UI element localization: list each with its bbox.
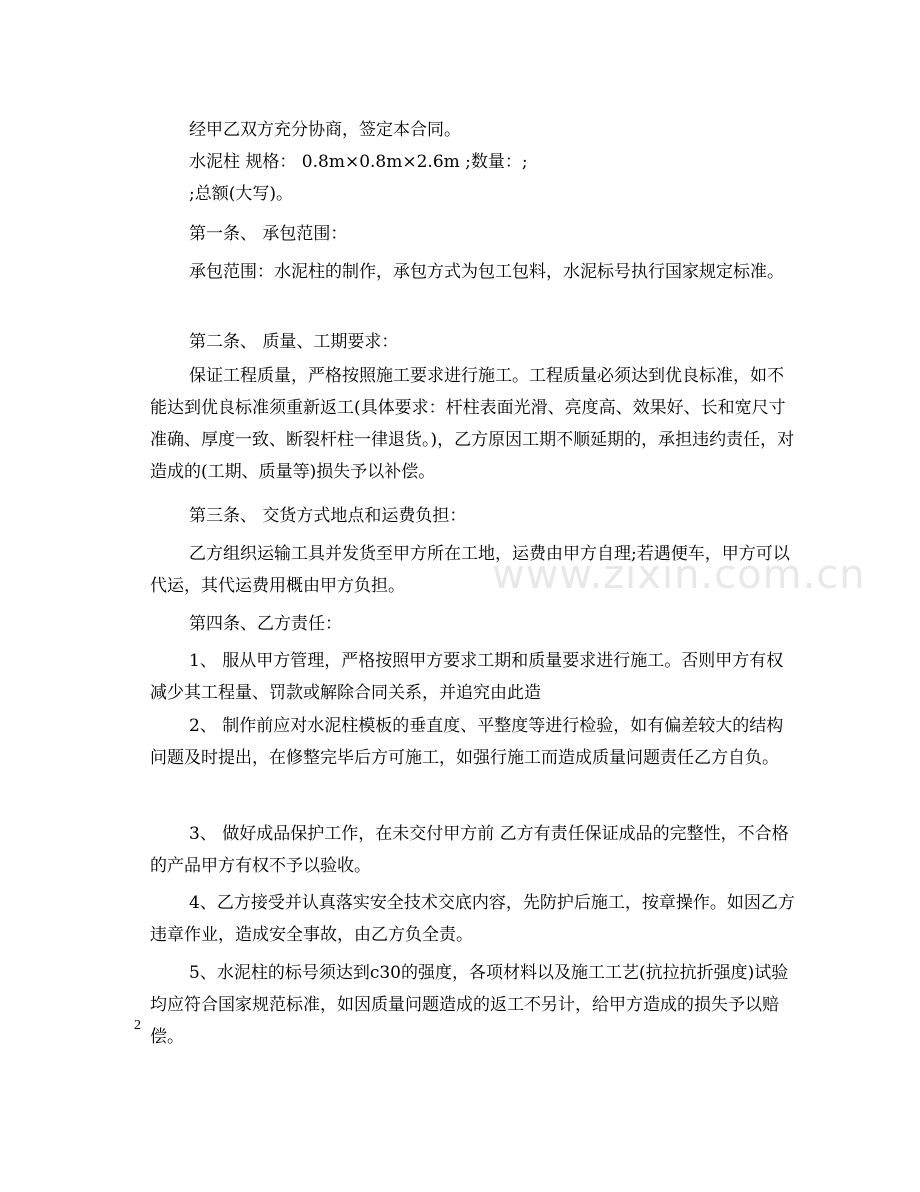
paragraph-spec: 水泥柱 规格： 0.8m×0.8m×2.6m ;数量：; bbox=[189, 152, 528, 172]
article-4-item-5: 5、水泥柱的标号须达到c30的强度，各项材料以及施工工艺(抗拉抗折强度)试验均应符合国家规范标准，如因质量问题造成的返工不另计，给甲方造成的损失予以赔偿。 bbox=[150, 963, 789, 1047]
watermark: www.zixin.com.cn bbox=[492, 552, 866, 598]
article-4-heading: 第四条、乙方责任： bbox=[189, 614, 342, 634]
article-4-item-1: 1、 服从甲方管理，严格按照甲方要求工期和质量要求进行施工。否则甲方有权减少其工程量、罚款或解除合同关系，并追究由此造 bbox=[150, 651, 784, 703]
page-number: 2 bbox=[134, 1018, 141, 1033]
article-4-item-3: 3、 做好成品保护工作，在未交付甲方前 乙方有责任保证成品的完整性，不合格的产品甲方有权不予以验收。 bbox=[150, 824, 789, 876]
article-2-heading: 第二条、 质量、工期要求： bbox=[189, 332, 399, 352]
article-4-item-4: 4、乙方接受并认真落实安全技术交底内容，先防护后施工，按章操作。如因乙方违章作业，造成安全事故，由乙方负全责。 bbox=[150, 893, 795, 945]
article-3-body: 乙方组织运输工具并发货至甲方所在工地，运费由甲方自理;若遇便车，甲方可以代运，其代运费用概由甲方负担。 bbox=[150, 544, 790, 596]
paragraph-total: ;总额(大写)。 bbox=[189, 184, 293, 204]
article-1-body: 承包范围：水泥柱的制作，承包方式为包工包料，水泥标号执行国家规定标准。 bbox=[189, 262, 784, 282]
article-3-heading: 第三条、 交货方式地点和运费负担： bbox=[189, 506, 467, 526]
article-2-body: 保证工程质量，严格按照施工要求进行施工。工程质量必须达到优良标准，如不能达到优良标准须重新返工(具体要求：杆柱表面光滑、亮度高、效果好、长和宽尺寸准确、厚度一致、断裂杆柱一律退货。)，乙方原因工期不顺延期的，承担违约责任，对造成的(工期、质量等)损失予以补偿。 bbox=[150, 366, 795, 482]
paragraph-intro: 经甲乙双方充分协商，签定本合同。 bbox=[189, 120, 461, 140]
article-1-heading: 第一条、 承包范围： bbox=[189, 224, 348, 244]
article-4-item-2: 2、 制作前应对水泥柱模板的垂直度、平整度等进行检验，如有偏差较大的结构问题及时提出，在修整完毕后方可施工，如强行施工而造成质量问题责任乙方自负。 bbox=[150, 716, 784, 768]
